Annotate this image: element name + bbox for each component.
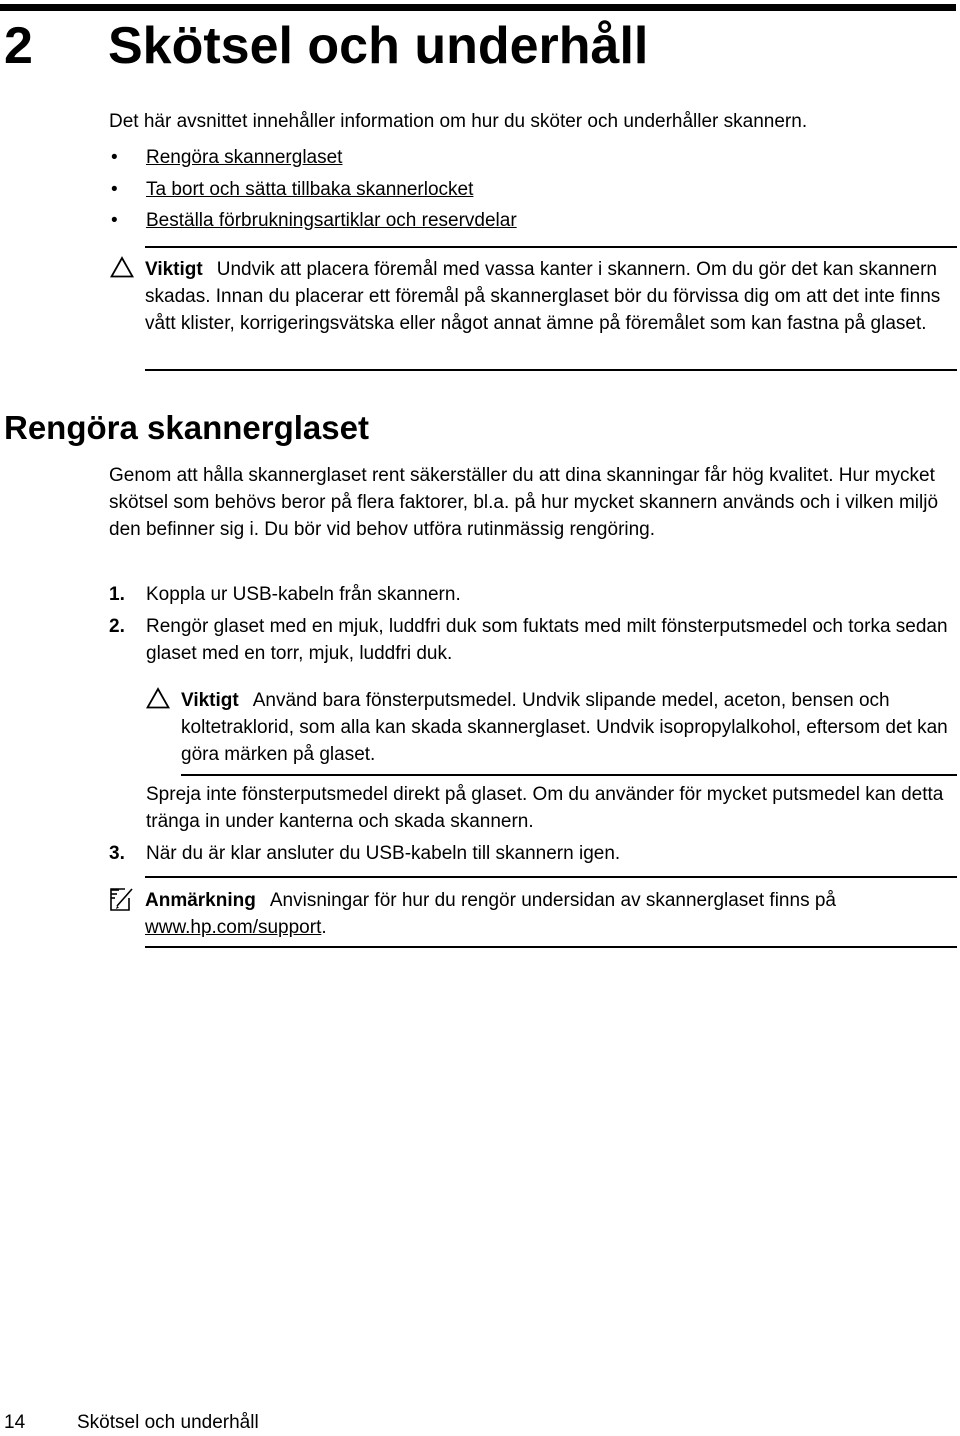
step-item bbox=[109, 581, 957, 608]
important-note bbox=[145, 256, 959, 337]
chapter-title bbox=[4, 14, 648, 78]
remark-rule-top bbox=[145, 876, 957, 878]
section-paragraph: Genom att hålla skannerglaset rent säkerställer du att dina skanningar får hög kvalitet. Hur mycket skötsel som behövs beror på flera faktorer, bl.a. på hur mycket skannern används och i vilken miljö den befinner sig i. Du bör vid behov utföra rutinmässig rengöring. bbox=[109, 465, 939, 540]
important-label: Viktigt bbox=[145, 259, 203, 280]
remark-text: Anvisningar för hur du rengör undersidan av skannerglaset finns på bbox=[269, 890, 836, 911]
bullet: • bbox=[111, 210, 118, 231]
toc-item bbox=[109, 144, 517, 176]
top-rule bbox=[0, 4, 956, 11]
spray-paragraph: Spreja inte fönsterputsmedel direkt på glaset. Om du använder för mycket putsmedel kan detta tränga in under kanterna och skada skannern. bbox=[146, 784, 944, 832]
warning-triangle-icon bbox=[146, 687, 170, 709]
footer-title: Skötsel och underhåll bbox=[77, 1412, 259, 1433]
section-toc bbox=[109, 144, 517, 239]
toc-link-skannerlocket[interactable]: Ta bort och sätta tillbaka skannerlocket bbox=[146, 178, 474, 200]
step-text: Rengör glaset med en mjuk, luddfri duk som fuktats med milt fönsterputsmedel och torka sedan glaset med en torr, mjuk, luddfri duk. bbox=[146, 616, 948, 664]
note-rule-bottom bbox=[145, 369, 957, 371]
important-label: Viktigt bbox=[181, 690, 239, 711]
chapter-number: 2 bbox=[4, 17, 33, 75]
intro-paragraph: Det här avsnittet innehåller information om hur du sköter och underhåller skannern. bbox=[109, 111, 808, 132]
bullet: • bbox=[111, 147, 118, 168]
remark-rule-bottom bbox=[145, 946, 957, 948]
important-note bbox=[181, 687, 959, 768]
step-number: 3. bbox=[109, 843, 125, 864]
step-number: 1. bbox=[109, 584, 125, 605]
toc-link-rengora-skannerglaset[interactable]: Rengöra skannerglaset bbox=[146, 147, 343, 168]
important-text: Undvik att placera föremål med vassa kanter i skannern. Om du gör det kan skannern skadas. Innan du placerar ett föremål på skannerglaset bör du förvissa dig om att det inte finns vått klister, korrigeringsvätska eller något annat ämne på föremålet som kan fastna på glaset. bbox=[145, 259, 941, 334]
step-text: Koppla ur USB-kabeln från skannern. bbox=[146, 584, 461, 605]
note-rule-bottom bbox=[181, 774, 957, 776]
bullet: • bbox=[111, 178, 118, 200]
toc-item bbox=[109, 207, 517, 239]
important-text: Använd bara fönsterputsmedel. Undvik slipande medel, aceton, bensen och koltetraklorid, som alla kan skada skannerglaset. Undvik isopropylalkohol, eftersom det kan göra märken på glaset. bbox=[181, 690, 948, 765]
remark-label: Anmärkning bbox=[145, 890, 256, 911]
note-pencil-icon bbox=[109, 886, 135, 912]
step-number: 2. bbox=[109, 616, 125, 637]
toc-link-forbrukningsartiklar[interactable]: Beställa förbrukningsartiklar och reservdelar bbox=[146, 210, 517, 231]
warning-triangle-icon bbox=[110, 256, 134, 278]
toc-item bbox=[109, 176, 517, 208]
footer-page-number: 14 bbox=[4, 1412, 26, 1433]
remark-note bbox=[145, 887, 959, 941]
step-item bbox=[109, 840, 957, 867]
chapter-title-text: Skötsel och underhåll bbox=[108, 17, 649, 75]
step-text: När du är klar ansluter du USB-kabeln till skannern igen. bbox=[146, 843, 621, 864]
note-rule-top bbox=[145, 246, 957, 248]
remark-end: . bbox=[321, 917, 327, 938]
hp-support-link[interactable]: www.hp.com/support bbox=[145, 917, 322, 938]
section-heading: Rengöra skannerglaset bbox=[4, 409, 369, 446]
step-item bbox=[109, 613, 957, 667]
